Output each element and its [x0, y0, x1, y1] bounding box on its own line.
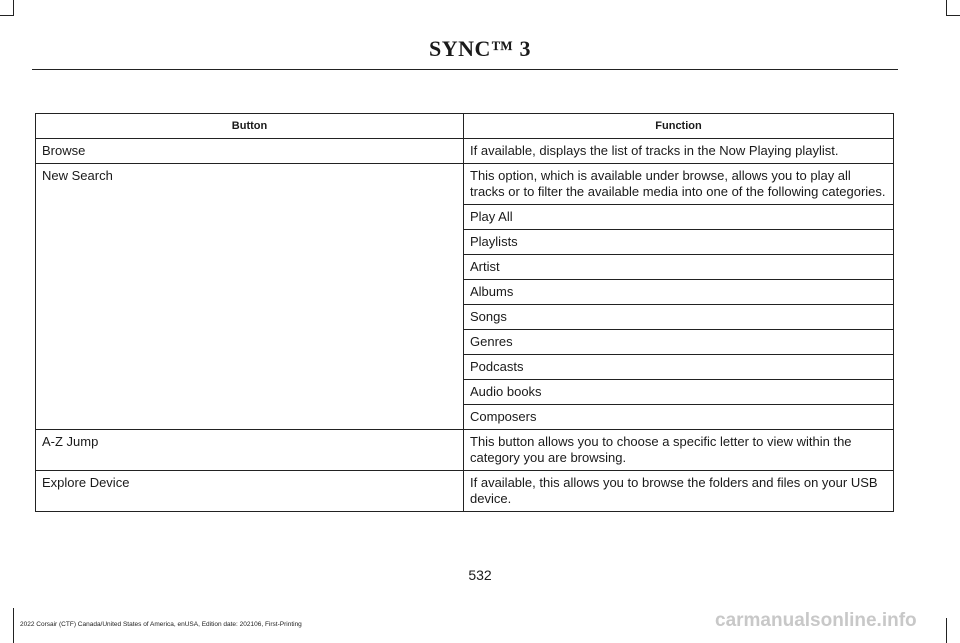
- function-cell: Composers: [464, 405, 894, 430]
- function-cell: Genres: [464, 330, 894, 355]
- function-cell: If available, displays the list of tracks in the Now Playing playlist.: [464, 139, 894, 164]
- function-cell: Songs: [464, 305, 894, 330]
- function-cell: Playlists: [464, 230, 894, 255]
- crop-mark-top-right-h: [946, 15, 960, 16]
- button-cell: A-Z Jump: [36, 430, 464, 471]
- function-cell: This option, which is available under browse, allows you to play all tracks or to filter the available media into one of the following categories.: [464, 164, 894, 205]
- watermark: carmanualsonline.info: [715, 610, 917, 631]
- column-header-function: Function: [464, 114, 894, 139]
- edition-footer: 2022 Corsair (CTF) Canada/United States of America, enUSA, Edition date: 202106, First-Printing: [20, 621, 302, 628]
- function-cell: Albums: [464, 280, 894, 305]
- crop-mark-top-left-h: [0, 15, 14, 16]
- function-cell: Podcasts: [464, 355, 894, 380]
- button-cell: New Search: [36, 164, 464, 430]
- table-header-row: [36, 114, 894, 139]
- crop-mark-top-left-v: [13, 0, 14, 16]
- table-row: [36, 430, 894, 471]
- button-cell: Explore Device: [36, 471, 464, 512]
- header-rule: [32, 69, 898, 70]
- page-title: SYNC™ 3: [429, 36, 531, 61]
- function-cell: Audio books: [464, 380, 894, 405]
- table-row: [36, 471, 894, 512]
- function-cell: Play All: [464, 205, 894, 230]
- crop-mark-top-right-v: [946, 0, 947, 16]
- crop-mark-bottom-left-v: [13, 608, 14, 643]
- function-cell: If available, this allows you to browse the folders and files on your USB device.: [464, 471, 894, 512]
- page-number: 532: [468, 567, 492, 583]
- column-header-button: Button: [36, 114, 464, 139]
- function-cell: This button allows you to choose a specific letter to view within the category you are browsing.: [464, 430, 894, 471]
- function-table: [35, 113, 894, 512]
- table-row: [36, 139, 894, 164]
- table-row: [36, 164, 894, 205]
- button-cell: Browse: [36, 139, 464, 164]
- crop-mark-bottom-right-v: [946, 618, 947, 643]
- function-cell: Artist: [464, 255, 894, 280]
